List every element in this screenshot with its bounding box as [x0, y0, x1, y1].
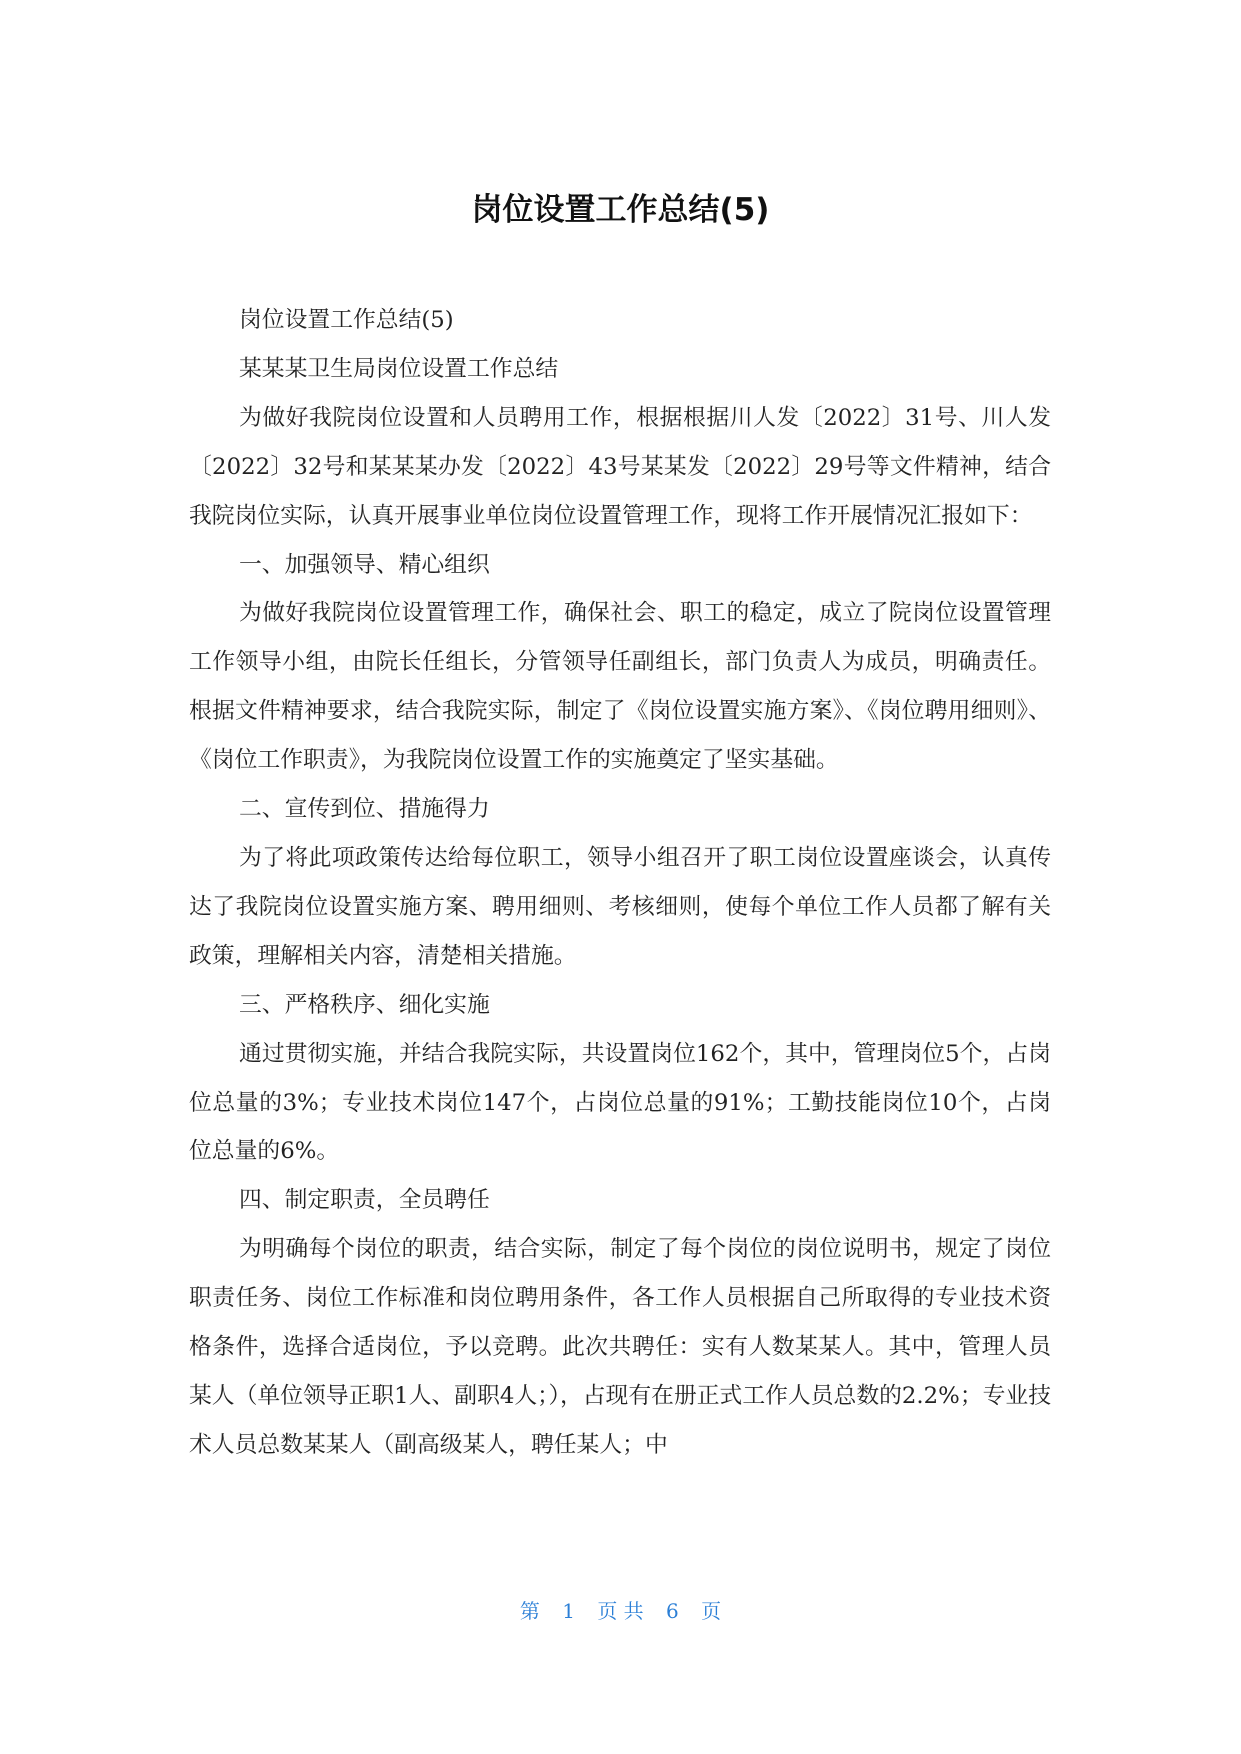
page-footer — [0, 1596, 1241, 1626]
footer-middle: 页 共 — [597, 1599, 644, 1623]
footer-suffix: 页 — [701, 1599, 722, 1623]
section-heading-4: 四、制定职责，全员聘任 — [239, 1187, 490, 1214]
paragraph-section-4: 为明确每个岗位的职责，结合实际，制定了每个岗位的岗位说明书，规定了岗位职责任务、岗位工作标准和岗位聘用条件，各工作人员根据自己所取得的专业技术资格条件，选择合适岗位，予以竞聘。此次共聘任：实有人数某某人。其中，管理人员某人（单位领导正职1人、副职4人；），占现有在册正式工作人员总数的2.2%；专业技术人员总数某某人（副高级某人，聘任某人；中 — [189, 1236, 1052, 1458]
section-heading-2: 二、宣传到位、措施得力 — [239, 796, 490, 823]
paragraph-section-3: 通过贯彻实施，并结合我院实际，共设置岗位162个，其中，管理岗位5个，占岗位总量的3%；专业技术岗位147个，占岗位总量的91%；工勤技能岗位10个，占岗位总量的6%。 — [189, 1040, 1051, 1165]
section-heading-3: 三、严格秩序、细化实施 — [239, 991, 490, 1018]
paragraph-report-title: 某某某卫生局岗位设置工作总结 — [239, 355, 559, 382]
footer-current-page: 1 — [562, 1599, 575, 1623]
paragraph-intro: 为做好我院岗位设置和人员聘用工作，根据根据川人发〔2022〕31号、川人发〔2022〕32号和某某某办发〔2022〕43号某某发〔2022〕29号等文件精神，结合我院岗位实际，认真开展事业单位岗位设置管理工作，现将工作开展情况汇报如下： — [189, 404, 1051, 529]
footer-total-pages: 6 — [666, 1599, 679, 1623]
paragraph-section-1: 为做好我院岗位设置管理工作，确保社会、职工的稳定，成立了院岗位设置管理工作领导小组，由院长任组长，分管领导任副组长，部门负责人为成员，明确责任。根据文件精神要求，结合我院实际，制定了《岗位设置实施方案》、《岗位聘用细则》、《岗位工作职责》，为我院岗位设置工作的实施奠定了坚实基础。 — [189, 600, 1051, 774]
paragraph-subtitle: 岗位设置工作总结(5) — [239, 307, 454, 333]
footer-prefix: 第 — [519, 1599, 540, 1623]
paragraph-section-2: 为了将此项政策传达给每位职工，领导小组召开了职工岗位设置座谈会，认真传达了我院岗位设置实施方案、聘用细则、考核细则，使每个单位工作人员都了解有关政策，理解相关内容，清楚相关措施。 — [189, 844, 1051, 969]
document-title: 岗位设置工作总结(5) — [471, 192, 770, 228]
document-body — [189, 296, 1051, 1470]
section-heading-1: 一、加强领导、精心组织 — [239, 551, 490, 578]
